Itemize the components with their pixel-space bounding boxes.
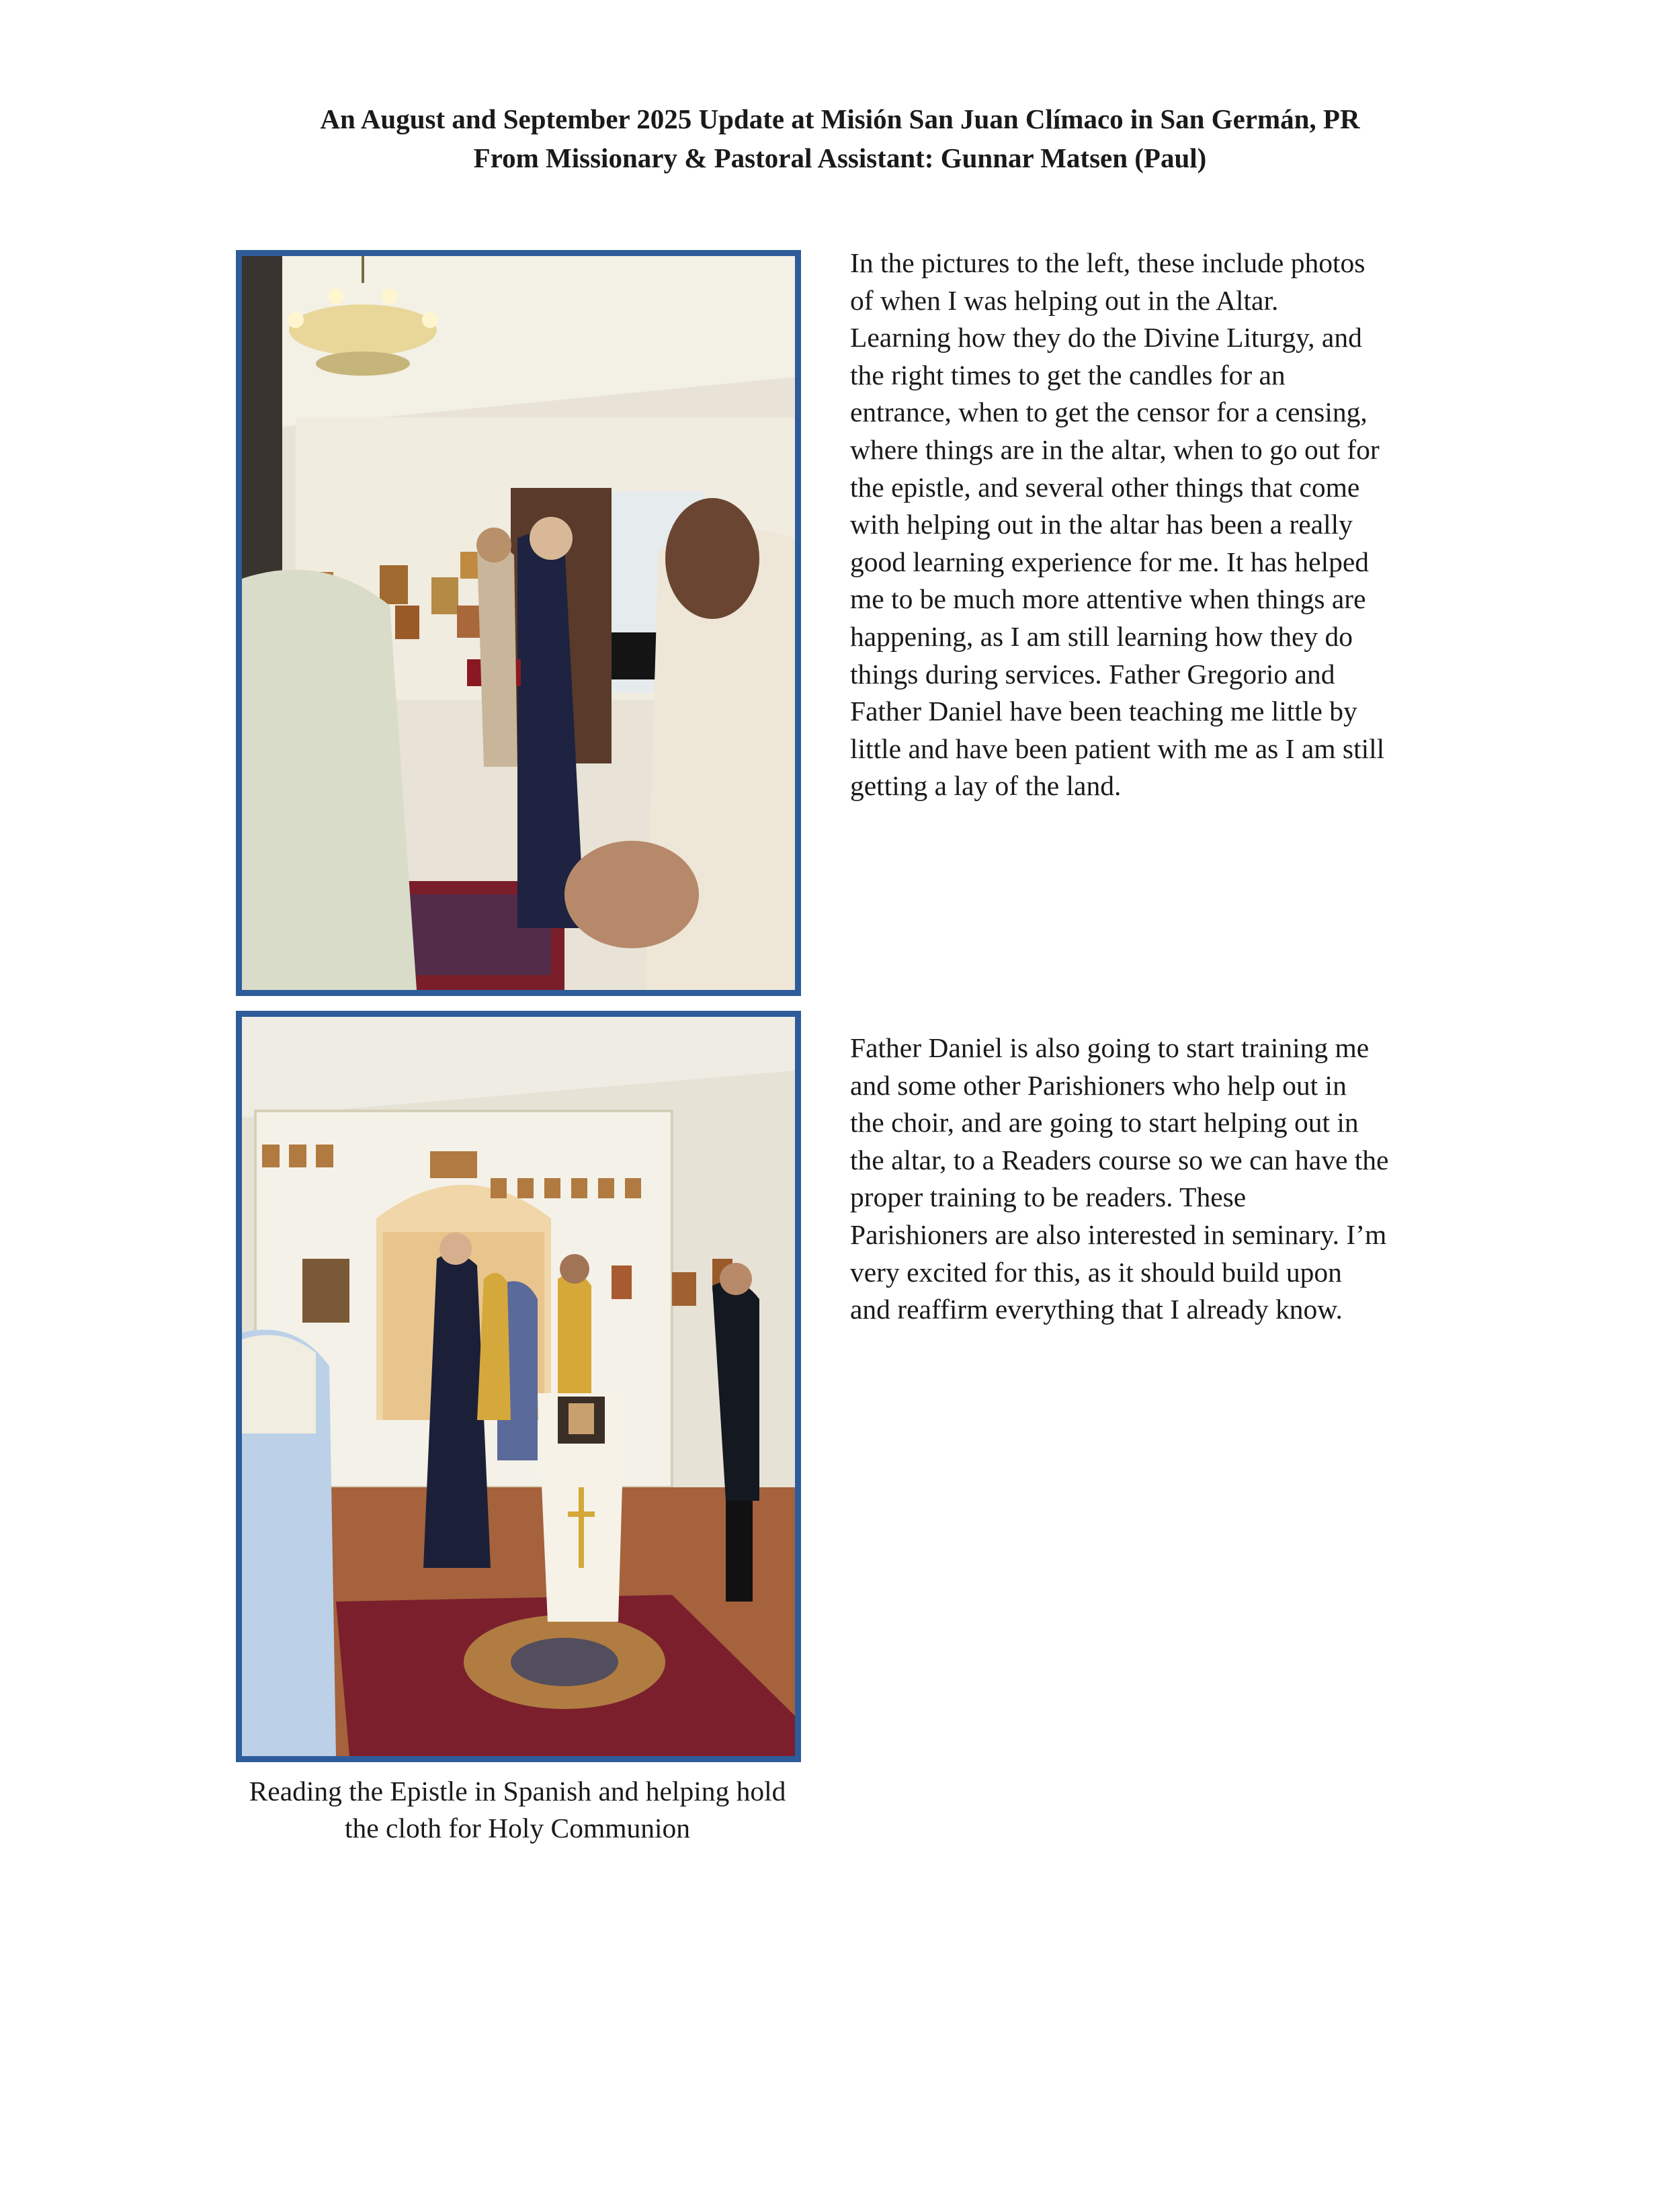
header-subtitle: From Missionary & Pastoral Assistant: Gunnar Matsen (Paul) xyxy=(473,142,1207,173)
altar-photo-holy-communion-icon xyxy=(242,1017,795,1756)
photo-caption: Reading the Epistle in Spanish and helping hold the cloth for Holy Communion xyxy=(249,1776,786,1843)
altar-photo-reading-epistle-icon xyxy=(242,256,795,990)
altar-photo-2 xyxy=(236,1011,801,1762)
paragraph-readers-course: Father Daniel is also going to start training me and some other Parishioners who help out in the choir, and are going to start helping out in the altar, to a Readers course so we can have the proper training to be readers. These Parishioners are also interested in seminary. I’m very excited for this, as it should build upon and reaffirm everything that I already know. xyxy=(850,1032,1389,1325)
paragraph-altar-learning: In the pictures to the left, these include photos of when I was helping out in the Altar. Learning how they do the Divine Liturgy, and the right times to get the candles for an entrance, when to get the censor for a censing, where things are in the altar, when to go out for the epistle, and several other things that come with helping out in the altar has been a really good learning experience for me. It has helped me to be much more attentive when things are happening, as I am still learning how they do things during services. Father Gregorio and Father Daniel have been teaching me little by little and have been patient with me as I am still getting a lay of the land. xyxy=(850,247,1385,802)
altar-photo-1 xyxy=(236,250,801,996)
page-header xyxy=(0,99,1680,177)
header-title: An August and September 2025 Update at Misión San Juan Clímaco in San Germán, PR xyxy=(320,103,1360,134)
